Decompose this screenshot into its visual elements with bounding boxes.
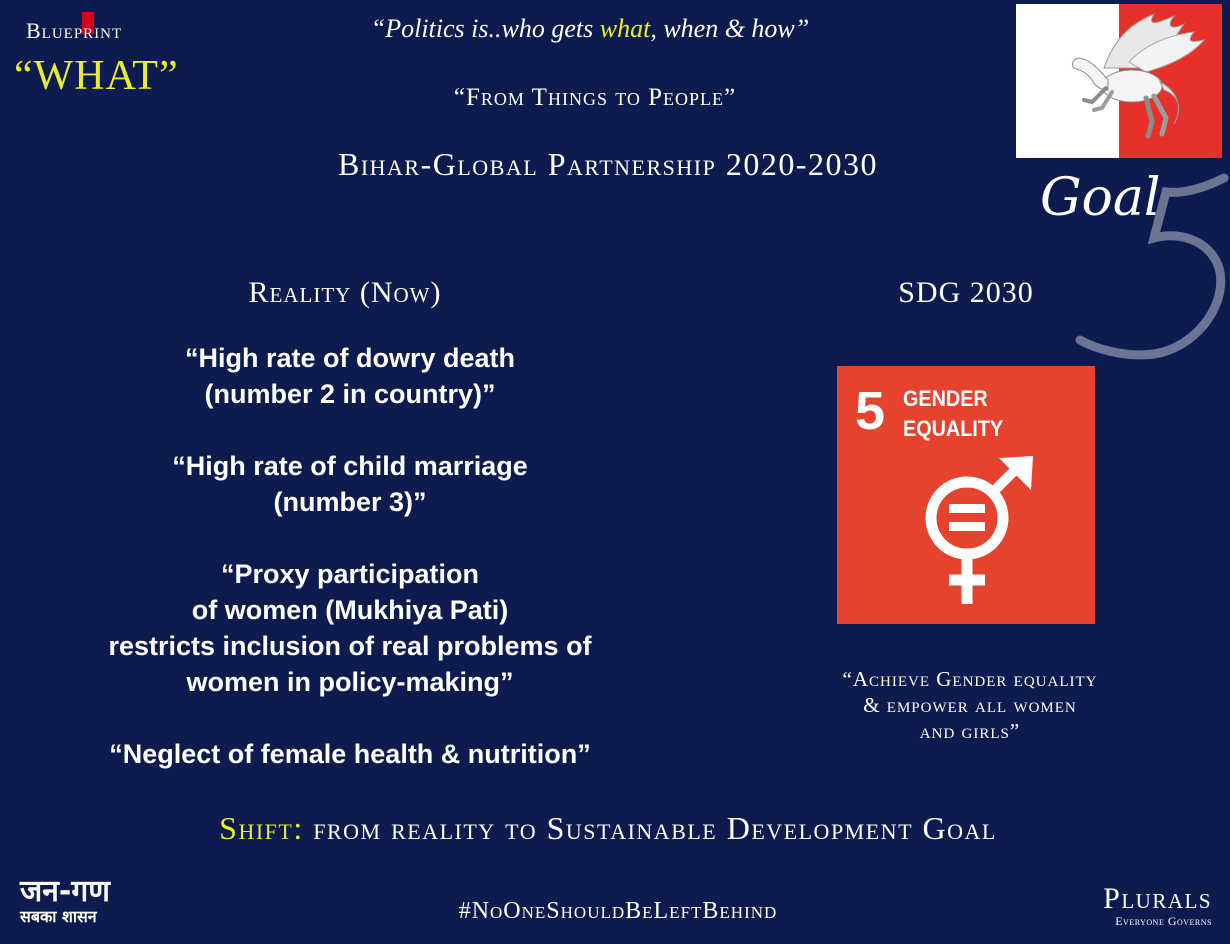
reality-item: “Proxy participation of women (Mukhiya Pati) restricts inclusion of real problems of women in policy-making” — [108, 559, 592, 697]
gender-equality-icon — [915, 456, 1035, 606]
shift-label: Shift: — [219, 810, 304, 846]
plurals-logo-name: Plurals — [1103, 882, 1212, 915]
quote-pre: “Politics is..who gets — [370, 14, 600, 43]
quote-highlight: what — [599, 14, 651, 43]
reality-item: “High rate of child marriage (number 3)” — [172, 451, 528, 517]
politics-quote — [0, 14, 1180, 44]
quote-post: , when & how” — [650, 14, 810, 43]
blueprint-label: Blueprint — [26, 18, 123, 43]
sdg-tile-number: 5 — [855, 381, 886, 441]
hashtag: #NoOneShouldBeLeftBehind — [458, 898, 778, 924]
reality-heading: Reality (Now) — [248, 276, 442, 309]
jan-gan-logo-top: जन-गण — [20, 874, 110, 909]
shift-text: from reality to Sustainable Development Goal — [303, 810, 997, 846]
pegasus-icon — [1034, 10, 1214, 150]
what-heading: “WHAT” — [14, 53, 179, 99]
reality-list — [60, 340, 640, 772]
shift-statement — [0, 810, 1216, 847]
sdg-goal-tile — [837, 366, 1095, 624]
reality-item: “Neglect of female health & nutrition” — [109, 739, 591, 769]
sdg-tile-label: GENDER EQUALITY — [903, 386, 1004, 441]
plurals-logo-tagline: Everyone Governs — [1115, 914, 1212, 928]
reality-item: “High rate of dowry death (number 2 in country)” — [184, 343, 516, 409]
jan-gan-logo-bottom: सबका शासन — [20, 907, 97, 926]
goal-label: Goal — [1040, 168, 1161, 228]
plurals-logo — [1060, 884, 1212, 928]
blueprint-label-wrap — [26, 18, 122, 44]
partnership-title: Bihar-Global Partnership 2020-2030 — [337, 146, 879, 182]
sdg-achieve-quote: “Achieve Gender equality & empower all women and girls” — [842, 667, 1098, 743]
sdg-heading: SDG 2030 — [898, 276, 1034, 309]
things-to-people-subtitle: “From Things to People” — [453, 84, 737, 111]
